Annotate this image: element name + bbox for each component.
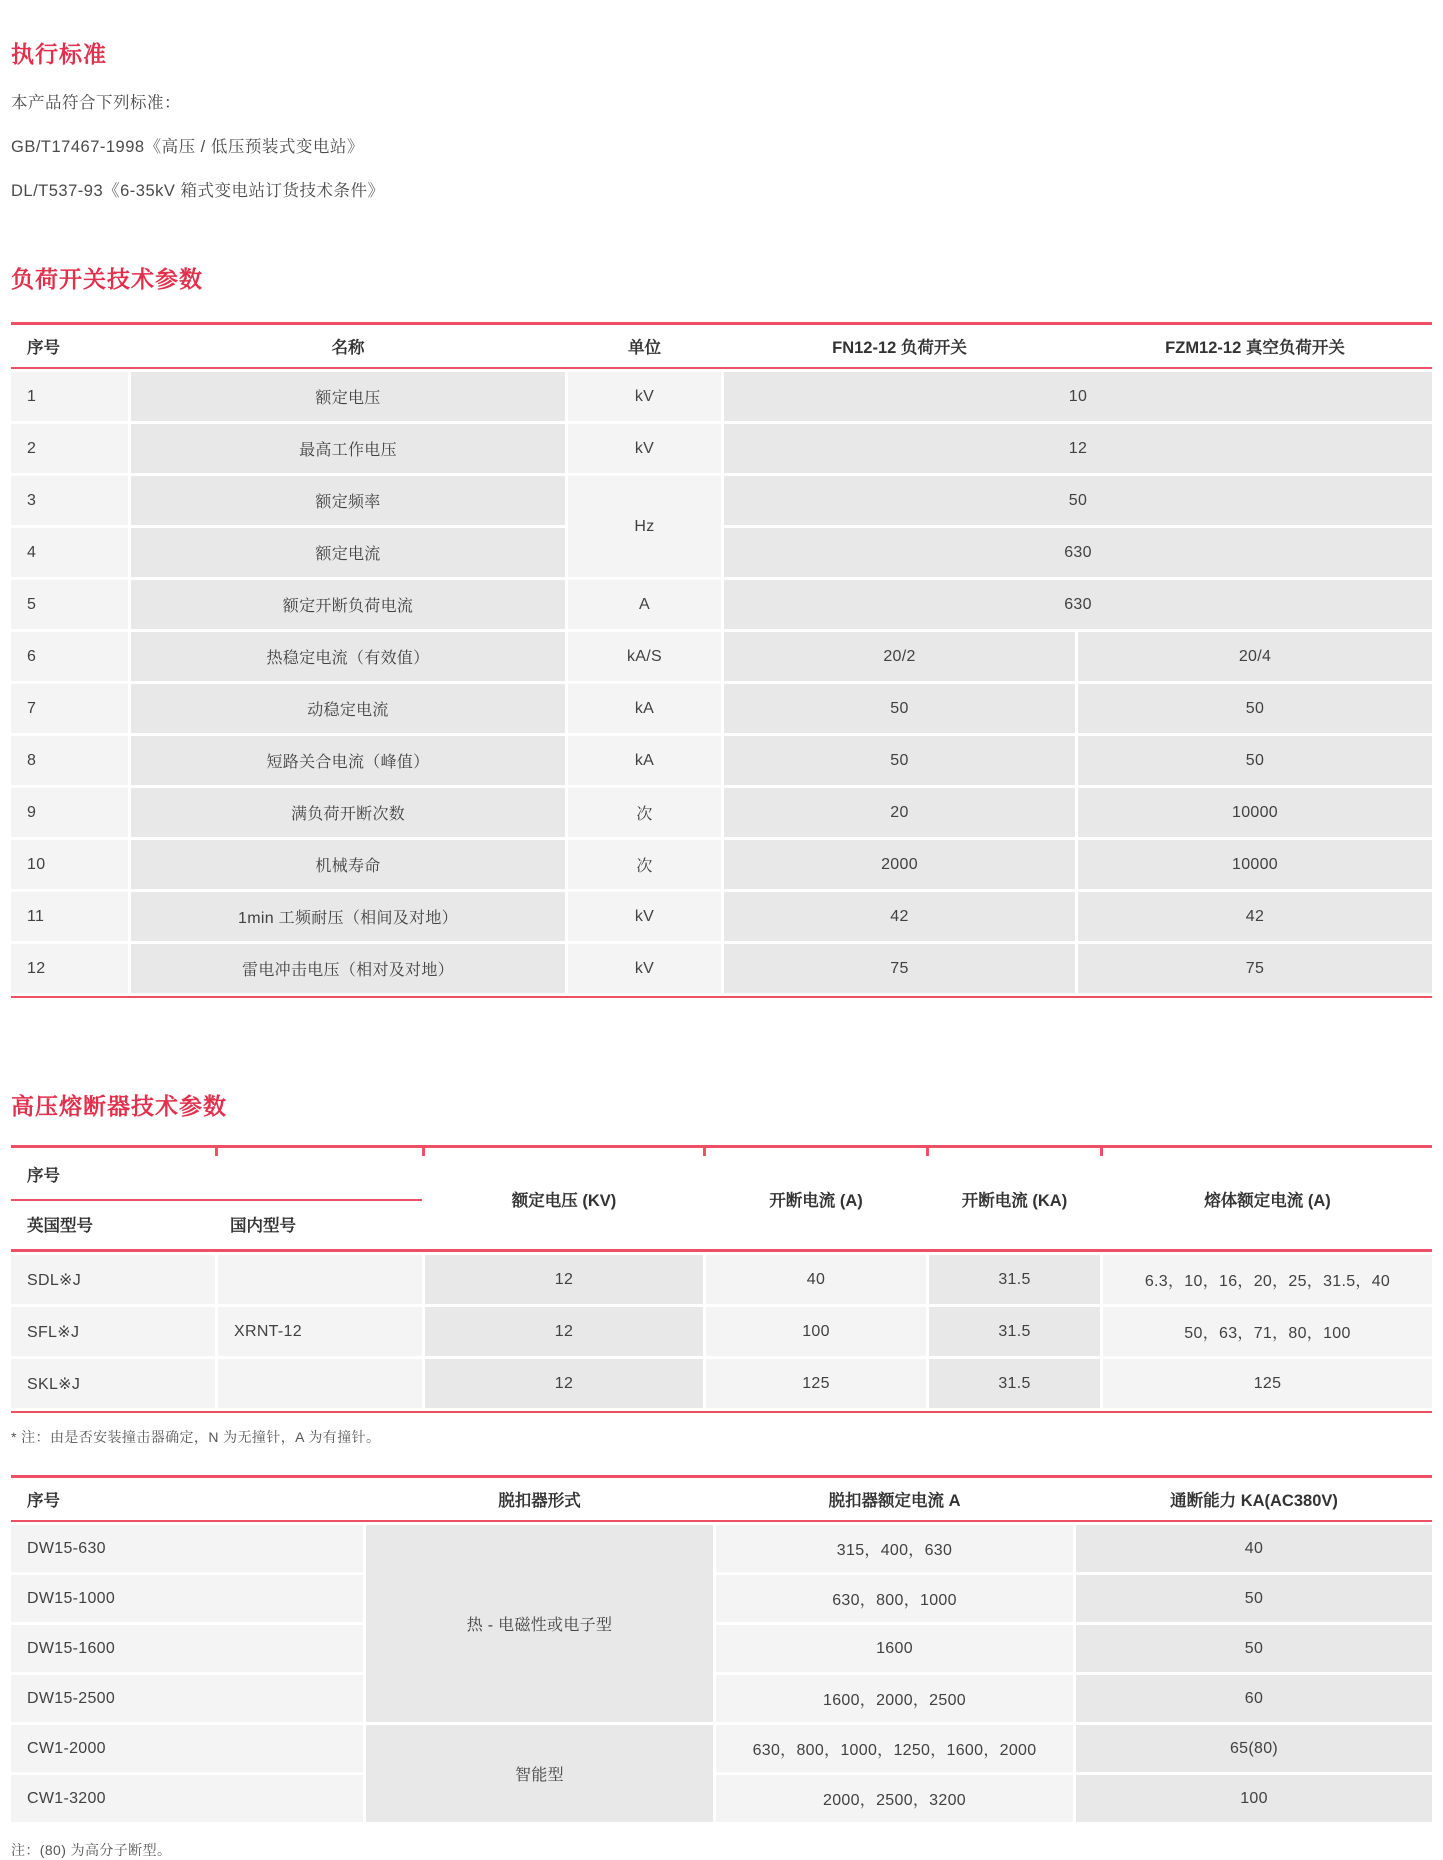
cell-name: 1min 工频耐压（相间及对地） [131, 892, 565, 941]
standards-heading: 执行标准 [11, 41, 107, 67]
cell-name: 机械寿命 [131, 840, 565, 889]
cell-name: 额定电压 [131, 372, 565, 421]
cell-fzm-value: 42 [1078, 892, 1432, 941]
fuse-table [11, 1145, 1432, 1413]
cell-name: 动稳定电流 [131, 684, 565, 733]
load-switch-heading: 负荷开关技术参数 [11, 266, 203, 292]
col-header-unit: 单位 [628, 339, 661, 357]
cell-index: 12 [11, 944, 128, 993]
col-header-name: 名称 [331, 339, 365, 357]
cell-name: 热稳定电流（有效值） [131, 632, 565, 681]
cell-unit: 次 [568, 840, 721, 889]
fuse-header-model-block [11, 1148, 422, 1249]
col-header-index: 序号 [27, 1167, 60, 1185]
cell-fuse-rated: 125 [1103, 1359, 1432, 1408]
cell-capacity: 50 [1076, 1575, 1432, 1622]
cell-index: 5 [11, 580, 128, 629]
cell-breaking-a: 125 [706, 1359, 926, 1408]
cell-fn-value: 2000 [724, 840, 1075, 889]
cell-cn-model: XRNT-12 [218, 1307, 422, 1356]
fuse-table-header [11, 1148, 1432, 1252]
cell-fn-value: 50 [724, 684, 1075, 733]
standard-dl: DL/T537-93《6-35kV 箱式变电站订货技术条件》 [11, 182, 385, 200]
cell-fn-value: 20/2 [724, 632, 1075, 681]
cell-uk-model: SDL※J [11, 1255, 215, 1304]
breaker-table-body [11, 1522, 1432, 1822]
column-tick [422, 1148, 425, 1156]
col-header-fzm12: FZM12-12 真空负荷开关 [1165, 339, 1345, 357]
header-divider-line [11, 1199, 422, 1201]
cell-unit: kA [568, 684, 721, 733]
col-header-breaking-current-a: 开断电流 (A) [769, 1191, 863, 1210]
cell-fn-value: 20 [724, 788, 1075, 837]
cell-model: CW1-3200 [11, 1775, 363, 1822]
cell-breaking-a: 40 [706, 1255, 926, 1304]
cell-uk-model: SFL※J [11, 1307, 215, 1356]
cell-index: 4 [11, 528, 128, 577]
cell-trip-group-thermal: 热 - 电磁性或电子型 [366, 1525, 713, 1722]
cell-fzm-value: 10000 [1078, 788, 1432, 837]
cell-unit: A [568, 580, 721, 629]
cell-fzm-value: 75 [1078, 944, 1432, 993]
cell-rated-voltage: 12 [425, 1307, 703, 1356]
cell-capacity: 65(80) [1076, 1725, 1432, 1772]
cell-name: 额定电流 [131, 528, 565, 577]
cell-index: 10 [11, 840, 128, 889]
cell-model: DW15-1000 [11, 1575, 363, 1622]
cell-capacity: 60 [1076, 1675, 1432, 1722]
load-switch-table-header [11, 325, 1432, 369]
cell-fzm-value: 20/4 [1078, 632, 1432, 681]
cell-trip-current: 2000，2500，3200 [716, 1775, 1073, 1822]
cell-unit: kV [568, 892, 721, 941]
cell-fuse-rated: 6.3，10，16，20，25，31.5，40 [1103, 1255, 1432, 1304]
cell-index: 3 [11, 476, 128, 525]
cell-unit: 次 [568, 788, 721, 837]
col-header-index: 序号 [27, 339, 60, 357]
cell-breaking-ka: 31.5 [929, 1359, 1100, 1408]
cell-index: 11 [11, 892, 128, 941]
cell-unit: kA [568, 736, 721, 785]
column-tick [703, 1148, 706, 1156]
cell-name: 雷电冲击电压（相对及对地） [131, 944, 565, 993]
cell-capacity: 40 [1076, 1525, 1432, 1572]
cell-model: DW15-2500 [11, 1675, 363, 1722]
cell-capacity: 100 [1076, 1775, 1432, 1822]
cell-fn-value: 50 [724, 736, 1075, 785]
cell-name: 额定开断负荷电流 [131, 580, 565, 629]
cell-value-merged: 12 [724, 424, 1432, 473]
standards-intro: 本产品符合下列标准： [11, 94, 181, 112]
cell-trip-current: 315，400，630 [716, 1525, 1073, 1572]
col-header-fn12: FN12-12 负荷开关 [832, 339, 967, 357]
col-header-breaking-current-ka: 开断电流 (KA) [961, 1191, 1068, 1210]
cell-index: 6 [11, 632, 128, 681]
cell-trip-current: 1600，2000，2500 [716, 1675, 1073, 1722]
breaker-table-note: 注：(80) 为高分子断型。 [11, 1842, 172, 1858]
cell-index: 8 [11, 736, 128, 785]
cell-value-merged: 630 [724, 580, 1432, 629]
fuse-heading: 高压熔断器技术参数 [11, 1093, 227, 1119]
cell-trip-current: 1600 [716, 1625, 1073, 1672]
col-header-trip-type: 脱扣器形式 [498, 1492, 581, 1510]
cell-unit-merged: Hz [568, 476, 721, 577]
col-header-capacity: 通断能力 KA(AC380V) [1170, 1492, 1338, 1510]
cell-name: 额定频率 [131, 476, 565, 525]
cell-trip-current: 630，800，1000 [716, 1575, 1073, 1622]
breaker-table [11, 1475, 1432, 1822]
cell-value-merged: 630 [724, 528, 1432, 577]
col-header-cn-model: 国内型号 [230, 1217, 296, 1235]
cell-uk-model: SKL※J [11, 1359, 215, 1408]
cell-index: 7 [11, 684, 128, 733]
cell-fzm-value: 50 [1078, 684, 1432, 733]
fuse-table-note: * 注：由是否安装撞击器确定，N 为无撞针，A 为有撞针。 [11, 1429, 381, 1445]
col-header-trip-current: 脱扣器额定电流 A [828, 1492, 961, 1510]
col-header-index: 序号 [27, 1492, 60, 1510]
cell-fn-value: 75 [724, 944, 1075, 993]
fuse-header-model-row [11, 1212, 422, 1236]
cell-cn-model [218, 1255, 422, 1304]
cell-value-merged: 10 [724, 372, 1432, 421]
cell-breaking-ka: 31.5 [929, 1255, 1100, 1304]
breaker-table-header [11, 1478, 1432, 1522]
cell-fzm-value: 10000 [1078, 840, 1432, 889]
cell-model: CW1-2000 [11, 1725, 363, 1772]
col-header-uk-model: 英国型号 [27, 1217, 93, 1235]
cell-fzm-value: 50 [1078, 736, 1432, 785]
cell-rated-voltage: 12 [425, 1359, 703, 1408]
cell-unit: kV [568, 372, 721, 421]
cell-unit: kA/S [568, 632, 721, 681]
fuse-table-body [11, 1252, 1432, 1413]
cell-name: 短路关合电流（峰值） [131, 736, 565, 785]
cell-name: 最高工作电压 [131, 424, 565, 473]
cell-trip-current: 630，800，1000，1250，1600，2000 [716, 1725, 1073, 1772]
cell-value-merged: 50 [724, 476, 1432, 525]
standard-gb: GB/T17467-1998《高压 / 低压预装式变电站》 [11, 138, 364, 156]
cell-fn-value: 42 [724, 892, 1075, 941]
cell-unit: kV [568, 944, 721, 993]
cell-breaking-a: 100 [706, 1307, 926, 1356]
cell-rated-voltage: 12 [425, 1255, 703, 1304]
cell-index: 9 [11, 788, 128, 837]
load-switch-table-body [11, 369, 1432, 998]
cell-fuse-rated: 50，63，71，80，100 [1103, 1307, 1432, 1356]
cell-cn-model [218, 1359, 422, 1408]
cell-name: 满负荷开断次数 [131, 788, 565, 837]
cell-index: 2 [11, 424, 128, 473]
cell-trip-group-smart: 智能型 [366, 1725, 713, 1822]
cell-model: DW15-1600 [11, 1625, 363, 1672]
load-switch-table [11, 322, 1432, 998]
cell-model: DW15-630 [11, 1525, 363, 1572]
cell-unit: kV [568, 424, 721, 473]
col-header-rated-voltage: 额定电压 (KV) [511, 1191, 617, 1210]
col-header-fuse-rated-current: 熔体额定电流 (A) [1204, 1191, 1331, 1210]
column-tick [1100, 1148, 1103, 1156]
column-tick [926, 1148, 929, 1156]
cell-capacity: 50 [1076, 1625, 1432, 1672]
cell-breaking-ka: 31.5 [929, 1307, 1100, 1356]
cell-index: 1 [11, 372, 128, 421]
